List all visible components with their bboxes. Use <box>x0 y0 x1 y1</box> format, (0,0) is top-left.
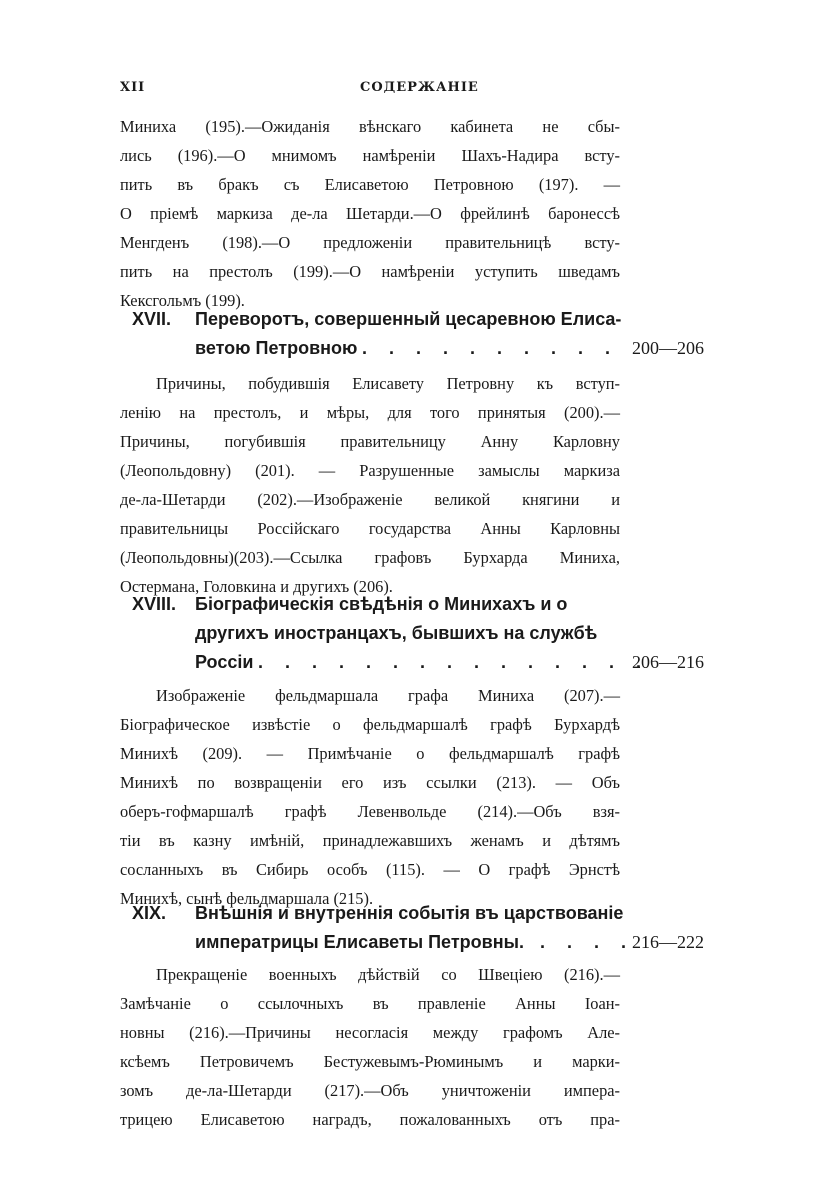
intro-paragraph <box>120 112 620 315</box>
chapter-number: XIX. <box>132 903 167 923</box>
text-line: ленію на престолъ, и мѣры, для того принятыя (200).— <box>120 403 620 422</box>
chapter-heading-xvii <box>120 305 740 363</box>
text-line: Замѣчаніе о ссылочныхъ въ правленіе Анны Іоан- <box>120 994 620 1013</box>
text-line: Прекращеніе военныхъ дѣйствій со Швеціею (216).— <box>156 965 620 984</box>
text-line: Миниха (195).—Ожиданія вѣнскаго кабинета не сбы- <box>120 117 620 136</box>
text-line: Минихѣ, сынѣ фельдмаршала (215). <box>120 889 374 908</box>
text-line: новны (216).—Причины несогласія между графомъ Але- <box>120 1023 620 1042</box>
page-number: XII <box>120 80 146 95</box>
text-line: (Леопольдовну) (201). — Разрушенные замыслы маркиза <box>120 461 620 480</box>
chapter-title-line: императрицы Елисаветы Петровны. <box>195 932 524 952</box>
text-line: ксѣемъ Петровичемъ Бестужевымъ-Рюминымъ и марки- <box>120 1052 620 1071</box>
chapter-title-line: другихъ иностранцахъ, бывшихъ на службѣ <box>195 623 598 643</box>
text-line: Причины, побудившія Елисавету Петровну къ вступ- <box>156 374 620 393</box>
text-line: трицею Елисаветою наградъ, пожалованныхъ отъ пра- <box>120 1110 620 1129</box>
text-line: Менгденъ (198).—О предложеніи правительницѣ всту- <box>120 233 620 252</box>
text-line: тіи въ казну имѣній, принадлежавшихъ женамъ и дѣтямъ <box>120 831 620 850</box>
text-line: правительницы Россійскаго государства Анны Карловны <box>120 519 620 538</box>
running-head: СОДЕРЖАНІЕ <box>360 80 479 95</box>
text-line: Изображеніе фельдмаршала графа Миниха (207).— <box>156 686 620 705</box>
chapter-summary-xviii <box>120 681 620 913</box>
chapter-title-line: Внѣшнія и внутреннія событія въ царствованіе <box>195 903 624 923</box>
page-range: 216—222 <box>632 932 704 952</box>
page-range: 200—206 <box>632 338 704 358</box>
chapter-title-line: Біографическія свѣдѣнія о Минихахъ и о <box>195 594 568 614</box>
text-line: Минихѣ (209). — Примѣчаніе о фельдмаршалѣ графѣ <box>120 744 620 763</box>
text-line: Остермана, Головкина и другихъ (206). <box>120 577 393 596</box>
chapter-title-line: Россіи <box>195 652 254 672</box>
chapter-heading-xix <box>120 899 740 957</box>
page-range: 206—216 <box>632 652 704 672</box>
dot-leader: . . . . <box>540 932 635 952</box>
text-line: О пріемѣ маркиза де-ла Шетарди.—О фрейлинѣ баронессѣ <box>120 204 620 223</box>
chapter-title-line: ветою Петровною <box>195 338 358 358</box>
text-line: Біографическое извѣстіе о фельдмаршалѣ графѣ Бурхардѣ <box>120 715 620 734</box>
dot-leader: . . . . . . . . . . . . . . . <box>258 652 650 672</box>
chapter-heading-xviii <box>120 590 740 677</box>
text-line: де-ла-Шетарди (202).—Изображеніе великой княгини и <box>120 490 620 509</box>
chapter-title-line: Переворотъ, совершенный цесаревною Елиса- <box>195 309 622 329</box>
text-line: пить въ бракъ съ Елисаветою Петровною (197). — <box>120 175 620 194</box>
chapter-summary-xix <box>120 960 620 1134</box>
chapter-number: XVIII. <box>132 594 177 614</box>
text-line: Кексгольмъ (199). <box>120 291 245 310</box>
text-line: сосланныхъ въ Сибирь особъ (115). — О графѣ Эрнстѣ <box>120 860 620 879</box>
text-line: Причины, погубившія правительницу Анну Карловну <box>120 432 620 451</box>
chapter-summary-xvii <box>120 369 620 601</box>
text-line: оберъ-гофмаршалѣ графѣ Левенвольде (214).—Объ взя- <box>120 802 620 821</box>
text-line: пить на престолъ (199).—О намѣреніи уступить шведамъ <box>120 262 620 281</box>
dot-leader: . . . . . . . . . . <box>362 338 619 358</box>
text-line: Минихѣ по возвращеніи его изъ ссылки (213). — Объ <box>120 773 620 792</box>
text-line: (Леопольдовны)(203).—Ссылка графовъ Бурхарда Миниха, <box>120 548 620 567</box>
chapter-number: XVII. <box>132 309 172 329</box>
text-line: лись (196).—О мнимомъ намѣреніи Шахъ-Надира всту- <box>120 146 620 165</box>
text-line: зомъ де-ла-Шетарди (217).—Объ уничтоженіи импера- <box>120 1081 620 1100</box>
